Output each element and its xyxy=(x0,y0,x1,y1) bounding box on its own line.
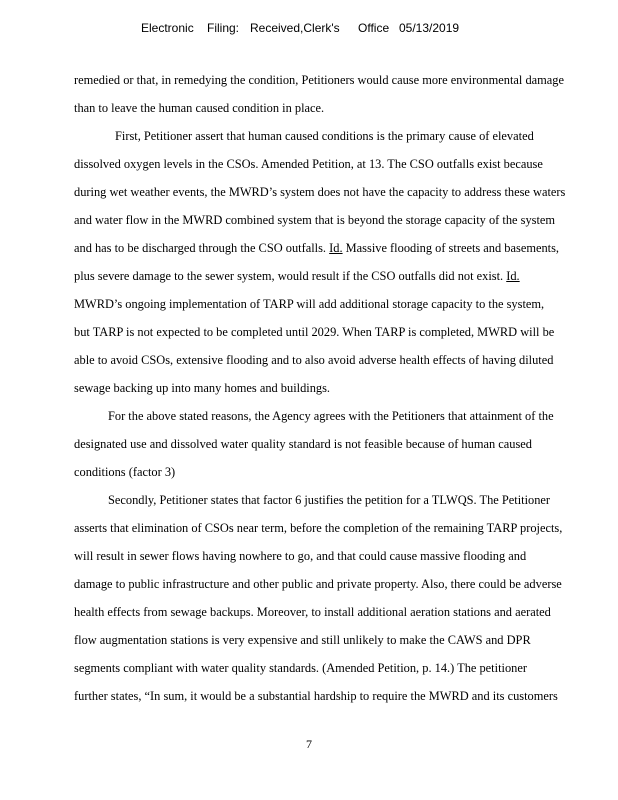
body-line: dissolved oxygen levels in the CSOs. Amended Petition, at 13. The CSO outfalls exist because xyxy=(74,157,543,171)
body-line: Secondly, Petitioner states that factor 6 justifies the petition for a TLWQS. The Petitioner xyxy=(108,493,551,507)
body-line: segments compliant with water quality standards. (Amended Petition, p. 14.) The petitioner xyxy=(74,661,527,675)
body-line: health effects from sewage backups. Moreover, to install additional aeration stations and aerated xyxy=(74,605,551,619)
body-line-text: and has to be discharged through the CSO outfalls. xyxy=(74,241,327,255)
body-line: First, Petitioner assert that human caused conditions is the primary cause of elevated xyxy=(115,129,534,143)
body-line: but TARP is not expected to be completed until 2029. When TARP is completed, MWRD will be xyxy=(74,325,555,339)
header-received: Received,Clerk's xyxy=(250,21,340,35)
body-line: asserts that elimination of CSOs near term, before the completion of the remaining TARP projects, xyxy=(74,521,563,535)
body-line: sewage backing up into many homes and buildings. xyxy=(74,381,331,395)
body-line xyxy=(74,269,520,283)
body-line: conditions (factor 3) xyxy=(74,465,176,479)
body-line-text: Massive flooding of streets and basements, xyxy=(342,241,560,255)
body-line: and water flow in the MWRD combined system that is beyond the storage capacity of the system xyxy=(74,213,556,227)
body-line: For the above stated reasons, the Agency agrees with the Petitioners that attainment of the xyxy=(108,409,554,423)
header-date: 05/13/2019 xyxy=(399,21,460,35)
page-number: 7 xyxy=(306,737,312,751)
body-line: further states, “In sum, it would be a substantial hardship to require the MWRD and its customers xyxy=(74,689,558,703)
header-filing: Filing: xyxy=(207,21,240,35)
body-line: flow augmentation stations is very expensive and still unlikely to make the CAWS and DPR xyxy=(74,633,531,647)
citation-id: Id. xyxy=(329,241,343,255)
header-office: Office xyxy=(358,21,390,35)
body-line-text: plus severe damage to the sewer system, would result if the CSO outfalls did not exist. xyxy=(74,269,504,283)
body-line: able to avoid CSOs, extensive flooding and to also avoid adverse health effects of having diluted xyxy=(74,353,554,367)
body-line: than to leave the human caused condition in place. xyxy=(74,101,325,115)
body-line: remedied or that, in remedying the condition, Petitioners would cause more environmental damage xyxy=(74,73,564,87)
header-electronic: Electronic xyxy=(141,21,194,35)
body-line: will result in sewer flows having nowhere to go, and that could cause massive flooding and xyxy=(74,549,527,563)
citation-id: Id. xyxy=(506,269,520,283)
body-line: during wet weather events, the MWRD’s system does not have the capacity to address these waters xyxy=(74,185,566,199)
body-line: designated use and dissolved water quality standard is not feasible because of human caused xyxy=(74,437,532,451)
body-line: damage to public infrastructure and other public and private property. Also, there could be adverse xyxy=(74,577,562,591)
body-line: MWRD’s ongoing implementation of TARP will add additional storage capacity to the system, xyxy=(74,297,545,311)
body-line xyxy=(74,241,559,255)
